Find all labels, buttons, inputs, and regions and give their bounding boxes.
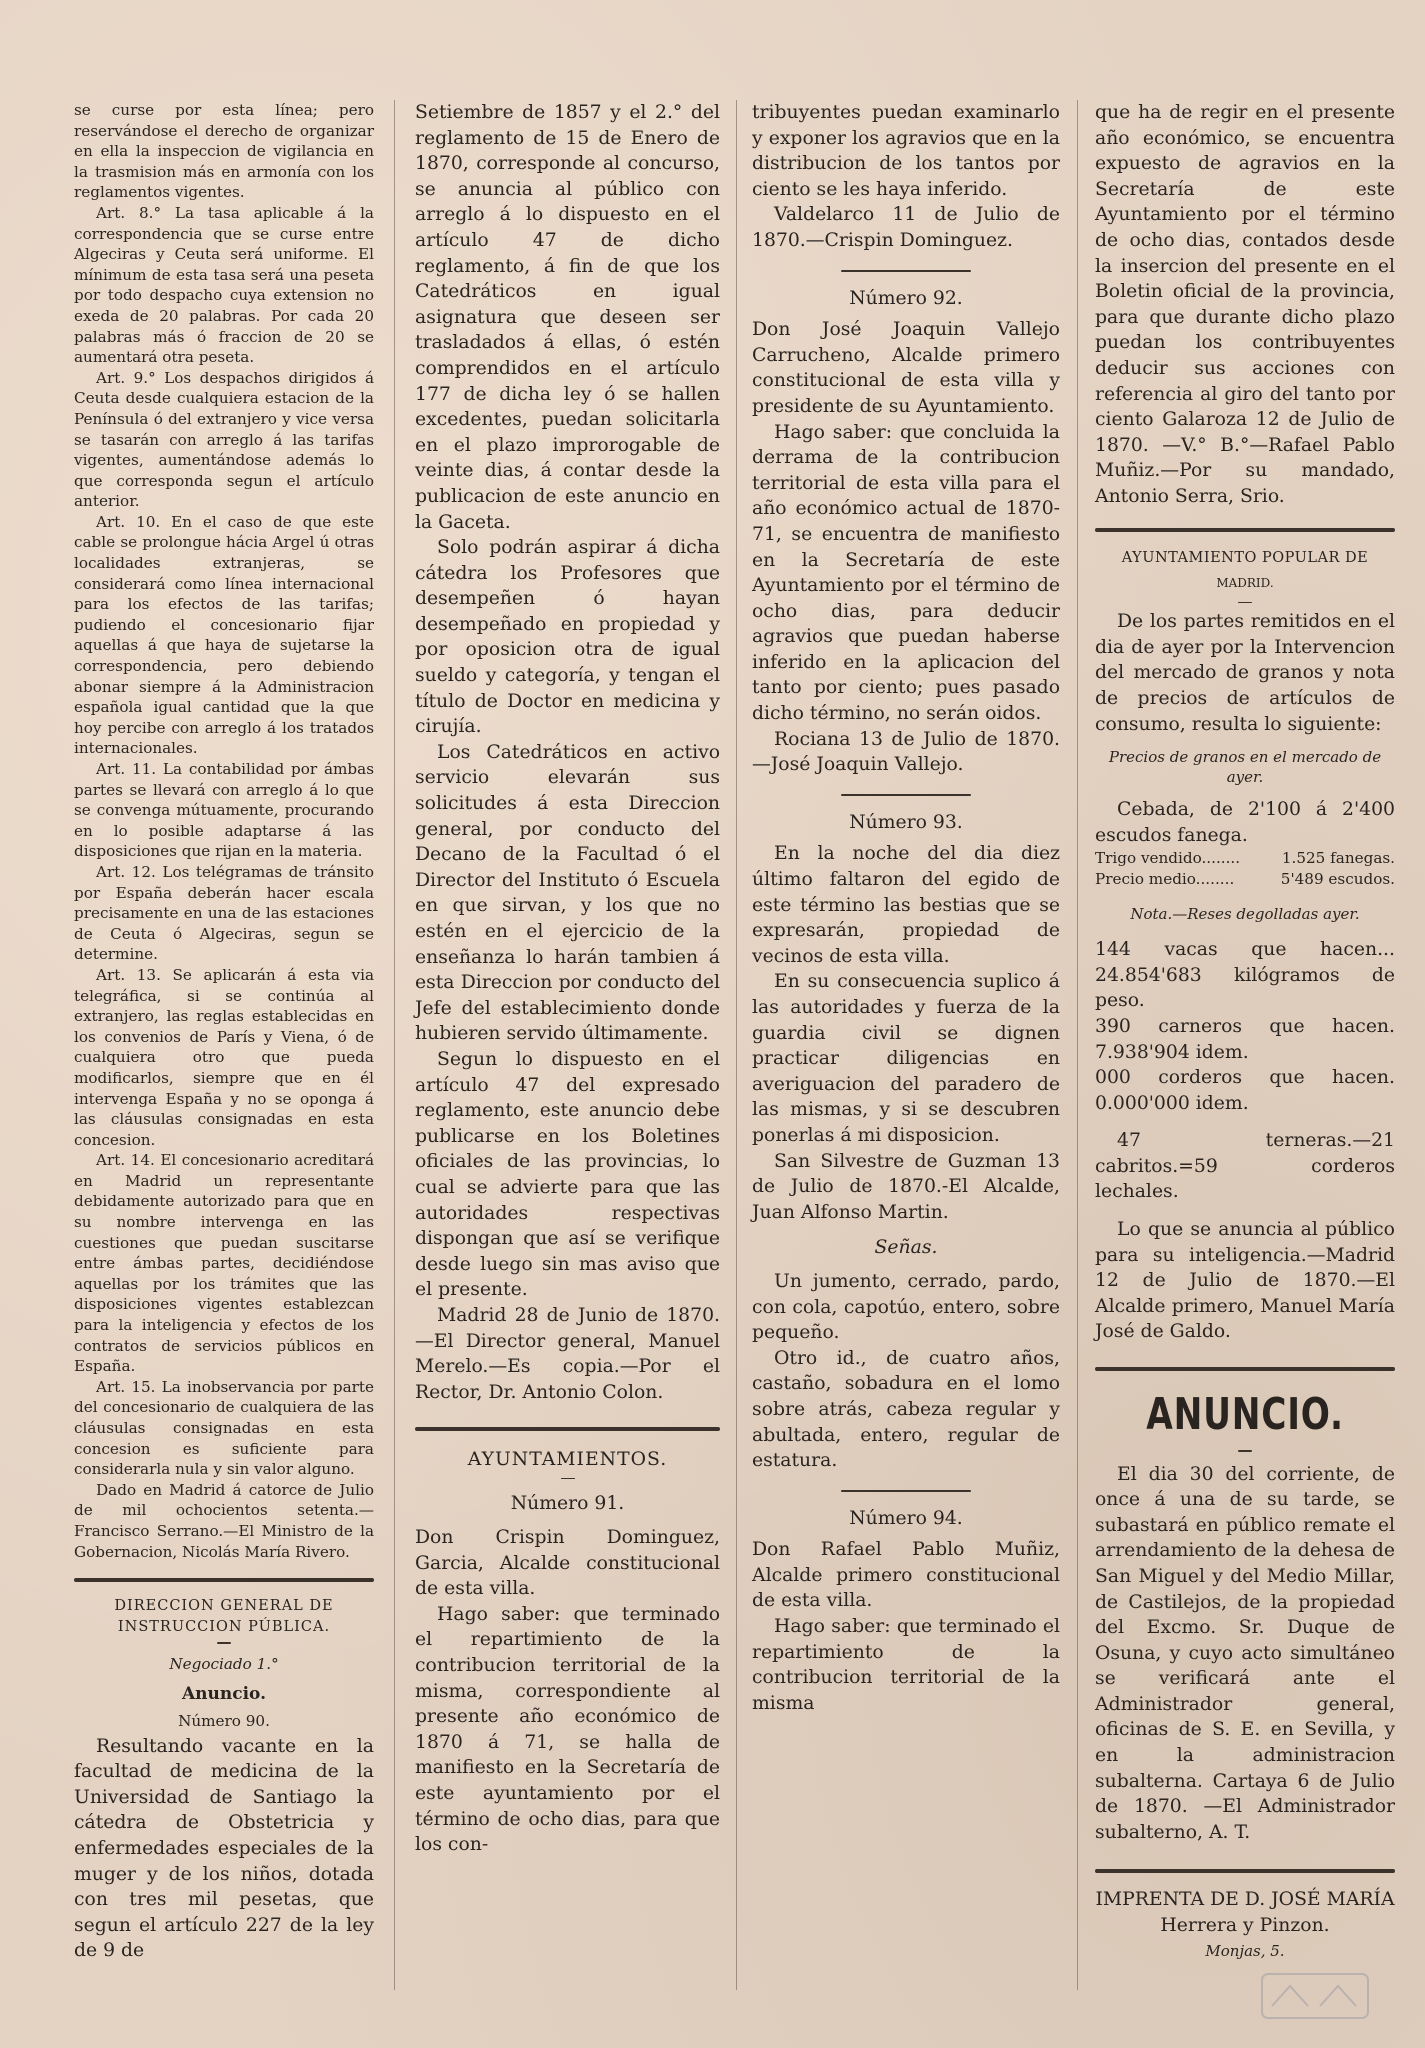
anuncio-heading: ANUNCIO. bbox=[1146, 1389, 1344, 1441]
paragraph: Don Rafael Pablo Muñiz, Alcalde primero constitucional de esta villa. bbox=[752, 1539, 1060, 1612]
anuncio-title: Anuncio. bbox=[181, 1684, 267, 1705]
prices-title: Precios de granos en el mercado de ayer. bbox=[1108, 748, 1382, 787]
paragraph: Segun lo dispuesto en el artículo 47 del expresado reglamento, este anuncio debe publicarse en los Boletines oficiales de las provincias, lo cual se advierte para que las autoridades respectivas dispongan que así se verifique desde luego sin mas aviso que el presente. bbox=[415, 1048, 720, 1301]
paragraph: El dia 30 del corriente, de once á una de su tarde, se subastará en público remate el arrendamiento de la dehesa de San Miguel y del Medio Millar, de Castilejos, de la propiedad del Excmo. Sr. Duque de Osuna, y cuyo acto simultáneo se verificará ante el Administrador general, oficinas de S. E. en Sevilla, y en la administracion subalterna. Cartaya 6 de Julio de 1870. —El Administrador subalterno, A. T. bbox=[1095, 1463, 1395, 1843]
article-11: Art. 11. La contabilidad por ámbas partes se llevará con arreglo á lo que se convenga mútuamente, procurando en lo posible adaptarse á las disposiciones que rijan en la materia. bbox=[74, 760, 374, 861]
column-4 bbox=[1095, 100, 1395, 1964]
article-10: Art. 10. En el caso de que este cable se prolongue hácia Argel ú otras localidades extranjeras, se considerará como línea internacional para los efectos de las tarifas; pudiendo el concesionario fijar aquellas á que haya de sujetarse la correspondencia, pero debiendo abonar siempre á la Administracion española igual cantidad que la que hoy percibe con arreglo á los tratados internacionales. bbox=[74, 512, 374, 758]
paragraph: Hago saber: que terminado el repartimiento de la contribucion territorial de la misma, correspondiente al presente año económico de 1870 á 71, se halla de manifiesto en la Secretaría de este ayuntamiento por el término de ocho dias, para que los con- bbox=[415, 1603, 720, 1856]
article-14: Art. 14. El concesionario acreditará en Madrid un representante debidamente autorizado para que en su nombre intervenga en las cuestiones que puedan suscitarse entre ámbas partes, decidiéndose aquellas por los trámites que las disposiciones vigentes establezcan para la inteligencia y efectos de los contratos de servicios públicos en España. bbox=[74, 1151, 374, 1376]
paragraph: que ha de regir en el presente año económico, se encuentra expuesto de agravios en la Secretaría de este Ayuntamiento por el término de ocho dias, contados desde la insercion del presente en el Boletin oficial de la provincia, para que durante dicho plazo puedan los contribuyentes deducir sus acciones con referencia al giro del tanto por ciento Galaroza 12 de Julio de 1870. —V.° B.°—Rafael Pablo Muñiz.—Por su mandado, Antonio Serra, Srio. bbox=[1095, 102, 1395, 507]
livestock-row: 144 vacas que hacen... 24.854'683 kilógramos de peso. bbox=[1095, 939, 1395, 1012]
section-rule bbox=[415, 1427, 720, 1431]
notice-number: Número 91. bbox=[510, 1493, 625, 1515]
article-8: Art. 8.° La tasa aplicable á la correspondencia que se curse entre Algeciras y Ceuta será uniforme. El mínimum de esta tasa será una peseta por todo despacho cuya extension no exeda de 20 palabras. Por cada 20 palabras más ó fraccion de 20 se aumentará otra peseta. bbox=[74, 203, 374, 367]
paragraph: Don Crispin Dominguez, Garcia, Alcalde constitucional de esta villa. bbox=[415, 1526, 720, 1600]
printer-address: Monjas, 5. bbox=[1205, 1941, 1285, 1960]
dash-rule bbox=[1238, 602, 1252, 604]
price-value: 1.525 fanegas. bbox=[1281, 849, 1395, 868]
signature: Rociana 13 de Julio de 1870.—José Joaquin Vallejo. bbox=[752, 728, 1060, 776]
column-2 bbox=[415, 100, 720, 1858]
paragraph: Otro id., de cuatro años, castaño, sobadura en el lomo sobre atrás, cabeza regular y abultada, entero, regular de estatura. bbox=[752, 1347, 1060, 1472]
section-rule bbox=[74, 1578, 374, 1582]
paragraph: Lo que se anuncia al público para su inteligencia.—Madrid 12 de Julio de 1870.—El Alcalde primero, Manuel María José de Galdo. bbox=[1095, 1219, 1395, 1343]
paragraph: En su consecuencia suplico á las autoridades y fuerza de la guardia civil se dignen practicar diligencias en averiguacion del paradero de las mismas, y si se descubren ponerlas á mi disposicion. bbox=[752, 971, 1060, 1146]
paragraph: tribuyentes puedan examinarlo y exponer los agravios que en la distribucion de los tantos por ciento se les haya inferido. bbox=[752, 102, 1060, 200]
notice-paragraph: Resultando vacante en la facultad de medicina de la Universidad de Santiago la cátedra de Obstetricia y enfermedades especiales de la muger y de los niños, dotada con tres mil pesetas, que segun el artículo 227 de la ley de 9 de bbox=[74, 1735, 374, 1962]
article-12: Art. 12. Los telégramas de tránsito por España deberán hacer escala precisamente en una de las estaciones de Ceuta ó Algeciras, segun se determine. bbox=[74, 862, 374, 964]
section-rule bbox=[1095, 528, 1395, 532]
paragraph: De los partes remitidos en el dia de ayer por la Intervencion del mercado de granos y nota de precios de artículos de consumo, resulta lo siguiente: bbox=[1095, 611, 1395, 735]
signature: San Silvestre de Guzman 13 de Julio de 1870.-El Alcalde, Juan Alfonso Martin. bbox=[752, 1150, 1060, 1223]
printer-imprint: IMPRENTA DE D. JOSÉ MARÍA Herrera y Pinzon. bbox=[1095, 1889, 1395, 1937]
price-barley: Cebada, de 2'100 á 2'400 escudos fanega. bbox=[1095, 799, 1395, 846]
livestock-summary: 47 terneras.—21 cabritos.=59 corderos lechales. bbox=[1095, 1130, 1395, 1203]
price-row-average bbox=[1095, 869, 1395, 890]
dash-rule bbox=[217, 1642, 231, 1644]
article-15: Art. 15. La inobservancia por parte del concesionario de cualquiera de las cláusulas consignadas en esta concesion es suficiente para considerarla nula y sin valor alguno. bbox=[74, 1377, 374, 1479]
paragraph: se curse por esta línea; pero reservándose el derecho de organizar en ella la inspeccion de vigilancia en la trasmision más en armonía con los reglamentos vigentes. bbox=[74, 101, 374, 202]
paragraph: En la noche del dia diez último faltaron del egido de este término las bestias que se expresarán, propiedad de vecinos de esta villa. bbox=[752, 843, 1060, 967]
notice-number: Número 90. bbox=[178, 1712, 270, 1731]
price-label: Trigo vendido........ bbox=[1095, 849, 1241, 868]
signature: Valdelarco 11 de Julio de 1870.—Crispin Dominguez. bbox=[752, 204, 1060, 251]
paragraph: Un jumento, cerrado, pardo, con cola, capotúo, entero, sobre pequeño. bbox=[752, 1270, 1060, 1344]
column-divider bbox=[1077, 100, 1078, 1990]
dash-rule bbox=[1238, 1450, 1252, 1452]
notice-rule bbox=[841, 794, 970, 796]
notice-number: Número 92. bbox=[849, 287, 963, 309]
column-divider bbox=[736, 100, 737, 1990]
section-rule bbox=[1095, 1367, 1395, 1371]
paragraph: Solo podrán aspirar á dicha cátedra los Profesores que desempeñen ó hayan desempeñado en propiedad y por oposicion otra de igual sueldo y categoría, y tengan el título de Doctor en medicina y cirujía. bbox=[415, 537, 720, 738]
notice-number: Número 94. bbox=[849, 1507, 963, 1529]
column-divider bbox=[394, 100, 395, 1990]
library-stamp-icon bbox=[1260, 1972, 1370, 2020]
section-rule bbox=[1095, 1869, 1395, 1873]
paragraph: Hago saber: que concluida la derrama de la contribucion territorial de esta villa para el año económico actual de 1870-71, se encuentra de manifiesto en la Secretaría de este Ayuntamiento por el término de ocho dias, para deducir agravios que puedan haberse inferido en la aplicacion del tanto por ciento; pues pasado dicho término, no serán oidos. bbox=[752, 421, 1060, 725]
price-row-wheat bbox=[1095, 848, 1395, 869]
decree-signature: Dado en Madrid á catorce de Julio de mil ochocientos setenta.—Francisco Serrano.—El Ministro de la Gobernacion, Nicolás María Rivero. bbox=[74, 1480, 374, 1561]
column-1 bbox=[74, 100, 374, 1964]
note-title: Nota.—Reses degolladas ayer. bbox=[1130, 904, 1360, 923]
article-13: Art. 13. Se aplicarán á esta via telegráfica, si se continúa al extranjero, las reglas establecidas en los convenios de París y Viena, ó de cualquiera otro que pueda modificarlos, siempre que en él intervenga España y no se oponga á las cláusulas consignadas en esta concesion. bbox=[74, 965, 374, 1149]
price-label: Precio medio........ bbox=[1095, 869, 1235, 888]
section-heading: DIRECCION GENERAL DE INSTRUCCION PÚBLICA. bbox=[114, 1598, 334, 1635]
notice-rule bbox=[841, 1490, 970, 1492]
paragraph: Los Catedráticos en activo servicio elevarán sus solicitudes á esta Direccion general, por conducto del Decano de la Facultad ó el Director del Instituto ó Escuela en que sirvan, y los que no estén en el ejercicio de la enseñanza lo harán tambien á esta Direccion por conducto del Jefe del establecimiento donde hubieren servido últimamente. bbox=[415, 741, 720, 1045]
senas-label: Señas. bbox=[874, 1237, 938, 1259]
livestock-row: 390 carneros que hacen. 7.938'904 idem. bbox=[1095, 1015, 1395, 1063]
section-heading: AYUNTAMIENTO POPULAR DE bbox=[1121, 549, 1369, 566]
paragraph: Don José Joaquin Vallejo Carrucheno, Alcalde primero constitucional de esta villa y presidente de su Ayuntamiento. bbox=[752, 319, 1060, 417]
dash-rule bbox=[561, 1478, 575, 1480]
livestock-row: 000 corderos que hacen. 0.000'000 idem. bbox=[1095, 1067, 1395, 1114]
paragraph: Hago saber: que terminado el repartimiento de la contribucion territorial de la misma bbox=[752, 1616, 1060, 1714]
article-9: Art. 9.° Los despachos dirigidos á Ceuta desde cualquiera estacion de la Península ó del extranjero y vice versa se tasarán con arreglo á las tarifas vigentes, aumentándose además lo que corresponda segun el artículo anterior. bbox=[74, 368, 374, 511]
column-3 bbox=[752, 100, 1060, 1716]
signature: Madrid 28 de Junio de 1870.—El Director general, Manuel Merelo.—Es copia.—Por el Rector, Dr. Antonio Colon. bbox=[415, 1304, 720, 1403]
negociado-label: Negociado 1.° bbox=[169, 1654, 279, 1673]
section-heading-sub: MADRID. bbox=[1216, 576, 1274, 591]
section-heading: AYUNTAMIENTOS. bbox=[467, 1449, 668, 1471]
paragraph: Setiembre de 1857 y el 2.° del reglamento de 15 de Enero de 1870, corresponde al concurso, se anuncia al público con arreglo á lo dispuesto en el artículo 47 de dicho reglamento, á fin de que los Catedráticos en igual asignatura que deseen ser trasladados á ellas, ó estén comprendidos en el artículo 177 de dicha ley ó se hallen excedentes, puedan solicitarla en el plazo improrogable de veinte dias, á contar desde la publicacion de este anuncio en la Gaceta. bbox=[415, 102, 720, 533]
notice-number: Número 93. bbox=[849, 811, 963, 833]
price-value: 5'489 escudos. bbox=[1280, 869, 1395, 888]
notice-rule bbox=[841, 270, 970, 272]
